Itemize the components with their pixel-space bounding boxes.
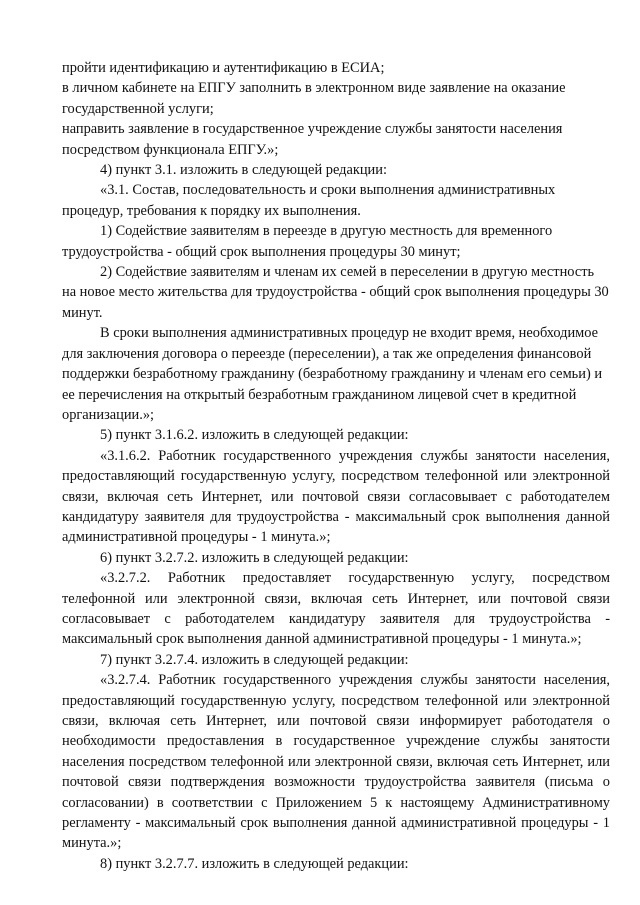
paragraph-subitem-2: 2) Содействие заявителям и членам их семей в переселении в другую местность на новое место жительства для трудоустройства - общий срок выполнения процедуры 30 минут.: [62, 264, 609, 321]
paragraph-item-8: 8) пункт 3.2.7.7. изложить в следующей редакции:: [100, 855, 409, 872]
paragraph-item-6: 6) пункт 3.2.7.2. изложить в следующей редакции:: [100, 549, 409, 566]
paragraph-time-exclusions: В сроки выполнения административных процедур не входит время, необходимое для заключения договора о переезде (переселении), а так же определения финансовой поддержки безработному гражданину (безработному гражданину и членам его семьи) и ее перечисления на открытый безработным гражданином лицевой счет в кредитной организации.»;: [62, 325, 603, 423]
paragraph-clause-3-2-7-2: «3.2.7.2. Работник предоставляет государственную услугу, посредством телефонной или электронной связи, включая сеть Интернет, или почтовой связи согласовывает с работодателем кандидатуру заявителя для трудоустройства - максимальный срок выполнения данной административной процедуры - 1 минута.»;: [62, 570, 610, 648]
paragraph-item-7: 7) пункт 3.2.7.4. изложить в следующей редакции:: [100, 651, 409, 668]
paragraph-send-application: направить заявление в государственное учреждение службы занятости населения посредством функционала ЕПГУ.»;: [62, 121, 563, 158]
paragraph-esia-identification: пройти идентификацию и аутентификацию в ЕСИА;: [62, 60, 385, 76]
document-page: [62, 58, 610, 874]
paragraph-clause-3-2-7-4: «3.2.7.4. Работник государственного учреждения службы занятости населения, предоставляющий государственную услугу, посредством телефонной или электронной связи, включая сеть Интернет, или почтовой связи информирует работодателя о необходимости предоставления в государственное учреждение службы занятости населения посредством телефонной или электронной связи, включая сеть Интернет, или почтовой связи подтверждения возможности трудоустройства заявителя (письма о согласовании) в соответствии с Приложением 5 к настоящему Административному регламенту - максимальный срок выполнения данной административной процедуры - 1 минута.»;: [62, 672, 610, 852]
paragraph-item-5: 5) пункт 3.1.6.2. изложить в следующей редакции:: [100, 427, 409, 444]
paragraph-clause-3-1: «3.1. Состав, последовательность и сроки выполнения административных процедур, требования к порядку их выполнения.: [62, 182, 556, 219]
paragraph-clause-3-1-6-2: «3.1.6.2. Работник государственного учреждения службы занятости населения, предоставляющий государственную услугу, посредством телефонной или электронной связи, включая сеть Интернет, или почтовой связи согласовывает с работодателем кандидатуру заявителя для трудоустройства - максимальный срок выполнения данной административной процедуры - 1 минута.»;: [62, 447, 610, 546]
paragraph-item-4: 4) пункт 3.1. изложить в следующей редакции:: [100, 162, 387, 179]
paragraph-epgu-cabinet: в личном кабинете на ЕПГУ заполнить в электронном виде заявление на оказание государственной услуги;: [62, 80, 566, 117]
paragraph-subitem-1: 1) Содействие заявителям в переезде в другую местность для временного трудоустройства - общий срок выполнения процедуры 30 минут;: [62, 223, 553, 260]
